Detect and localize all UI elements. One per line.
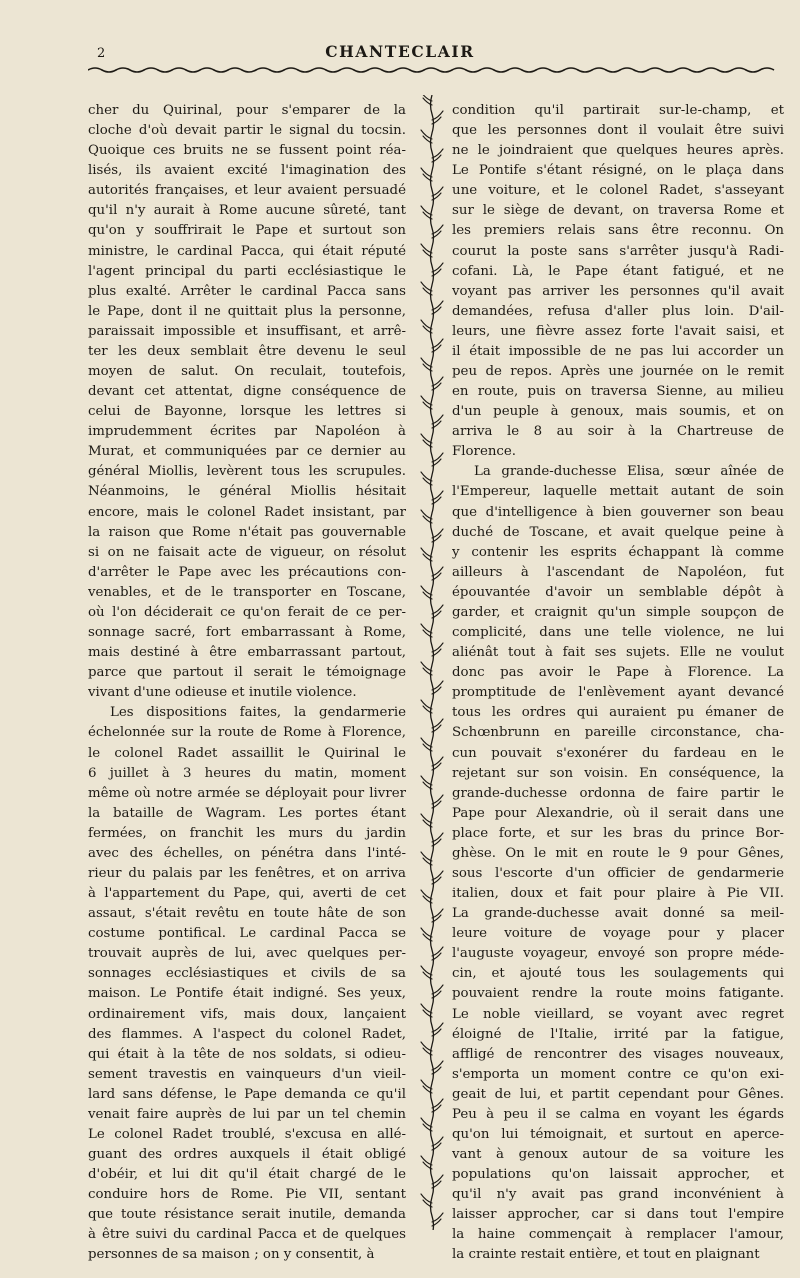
text-line: La grande-duchesse Elisa, sœur aînée de xyxy=(474,464,784,480)
text-line: à l'appartement du Pape, qui, averti de cet xyxy=(88,886,406,902)
text-line: geait de lui, et partit cependant pour Gênes. xyxy=(452,1086,784,1102)
text-line: l'Empereur, laquelle mettait autant de soin xyxy=(452,484,784,500)
text-line: 6 juillet à 3 heures du matin, moment xyxy=(88,765,406,781)
text-line: trouvait auprès de lui, avec quelques per- xyxy=(88,946,406,962)
text-line: avec des échelles, on pénétra dans l'inté- xyxy=(88,845,406,861)
text-line: grande-duchesse ordonna de faire partir le xyxy=(452,785,784,801)
text-line: cloche d'où devait partir le signal du tocsin. xyxy=(88,123,406,139)
text-line: ordinairement vifs, mais doux, lançaient xyxy=(88,1006,406,1022)
text-line: courut la poste sans s'arrêter jusqu'à Radi- xyxy=(452,243,784,259)
text-line: épouvantée d'avoir un semblable dépôt à xyxy=(452,584,784,600)
text-line: Pape pour Alexandrie, où il serait dans une xyxy=(452,805,784,821)
text-line: s'emporta un moment contre ce qu'on exi- xyxy=(452,1066,784,1082)
article-left-column xyxy=(88,101,406,1266)
text-line: une voiture, et le colonel Radet, s'asseyant xyxy=(452,183,784,199)
text-line: cin, et ajouté tous les soulagements qui xyxy=(452,966,784,982)
text-line: vant à genoux autour de sa voiture les xyxy=(452,1147,784,1163)
header-wavy-rule xyxy=(88,64,782,76)
text-line: vivant d'une odieuse et inutile violence. xyxy=(88,685,357,701)
text-line: personnes de sa maison ; on y consentit, à xyxy=(88,1247,375,1263)
text-line: la crainte restait entière, et tout en plaignant xyxy=(452,1247,760,1263)
text-line: il était impossible de ne pas lui accorder un xyxy=(452,343,784,359)
text-line: laisser approcher, car si dans tout l'empire xyxy=(452,1207,784,1223)
text-line: qu'on lui témoignait, et surtout en aperce- xyxy=(452,1126,784,1142)
text-line: Florence. xyxy=(452,444,517,460)
text-line: garder, et craignit qu'un simple soupçon de xyxy=(452,604,784,620)
text-line: la haine commençait à remplacer l'amour, xyxy=(452,1227,784,1243)
text-line: Peu à peu il se calma en voyant les égards xyxy=(452,1106,784,1122)
text-line: qu'il n'y avait pas grand inconvénient à xyxy=(452,1187,784,1203)
text-line: ne le joindraient que quelques heures après. xyxy=(452,143,784,159)
text-line: encore, mais le colonel Radet insistant, par xyxy=(88,504,406,520)
text-line: d'obéir, et lui dit qu'il était chargé de le xyxy=(88,1167,406,1183)
text-line: qui était à la tête de nos soldats, si odieu- xyxy=(88,1046,406,1062)
text-line: imprudemment écrites par Napoléon à xyxy=(88,424,406,440)
article-right-column xyxy=(452,101,784,1266)
text-line: même où notre armée se déployait pour livrer xyxy=(88,785,406,801)
text-line: ghèse. On le mit en route le 9 pour Gênes, xyxy=(452,845,784,861)
text-line: sement travestis en vainqueurs d'un vieil- xyxy=(88,1066,406,1082)
text-line: pouvaient rendre la route moins fatigante. xyxy=(452,986,784,1002)
text-line: tous les ordres qui auraient pu émaner de xyxy=(452,705,784,721)
text-line: que d'intelligence à bien gouverner son beau xyxy=(452,504,784,520)
text-line: ministre, le cardinal Pacca, qui était réputé xyxy=(88,243,406,259)
text-line: ter les deux semblait être devenu le seul xyxy=(88,343,406,359)
text-line: demandées, refusa d'aller plus loin. D'ail- xyxy=(452,303,784,319)
text-line: où l'on déciderait ce qu'on ferait de ce per- xyxy=(88,604,406,620)
text-line: éloigné de l'Italie, irrité par la fatigue, xyxy=(452,1026,784,1042)
text-line: aliénât tout à fait ses sujets. Elle ne voulut xyxy=(452,645,784,661)
text-line: La grande-duchesse avait donné sa meil- xyxy=(452,906,784,922)
text-line: Le colonel Radet troublé, s'excusa en allé- xyxy=(88,1126,406,1142)
text-line: d'arrêter le Pape avec les précautions con- xyxy=(88,564,406,580)
text-line: lard sans défense, le Pape demanda ce qu'il xyxy=(88,1086,406,1102)
text-line: costume pontifical. Le cardinal Pacca se xyxy=(88,926,406,942)
text-line: celui de Bayonne, lorsque les lettres si xyxy=(88,404,406,420)
text-line: Néanmoins, le général Miollis hésitait xyxy=(88,484,406,500)
text-line: Murat, et communiquées par ce dernier au xyxy=(88,444,406,460)
text-line: la bataille de Wagram. Les portes étant xyxy=(88,805,406,821)
text-line: d'un peuple à genoux, mais soumis, et on xyxy=(452,404,784,420)
text-line: assaut, s'était revêtu en toute hâte de son xyxy=(88,906,406,922)
text-line: plus exalté. Arrêter le cardinal Pacca sans xyxy=(88,283,406,299)
text-line: venait faire auprès de lui par un tel chemin xyxy=(88,1106,406,1122)
text-line: mais destiné à être embarrassant partout, xyxy=(88,645,406,661)
text-line: donc pas avoir le Pape à Florence. La xyxy=(452,665,784,681)
text-line: cher du Quirinal, pour s'emparer de la xyxy=(88,103,406,118)
text-line: Schœnbrunn en pareille circonstance, cha- xyxy=(452,725,784,741)
text-line: les premiers relais sans être reconnu. On xyxy=(452,223,784,239)
text-line: Quoique ces bruits ne se fussent point réa- xyxy=(88,143,406,159)
text-line: des flammes. A l'aspect du colonel Radet, xyxy=(88,1026,406,1042)
text-line: sonnages ecclésiastiques et civils de sa xyxy=(88,966,406,982)
text-line: sonnage sacré, fort embarrassant à Rome, xyxy=(88,625,406,641)
text-line: l'auguste voyageur, envoyé son propre méde- xyxy=(452,946,784,962)
text-line: leurs, une fièvre assez forte l'avait saisi, et xyxy=(452,323,784,339)
text-line: complicité, dans une telle violence, ne lui xyxy=(452,625,784,641)
text-line: sur le siège de devant, on traversa Rome et xyxy=(452,203,784,219)
text-line: à être suivi du cardinal Pacca et de quelques xyxy=(88,1227,406,1243)
text-line: italien, doux et fait pour plaire à Pie VII. xyxy=(452,886,784,902)
text-line: leure voiture de voyage pour y placer xyxy=(452,926,784,942)
text-line: la raison que Rome n'était pas gouvernable xyxy=(88,524,406,540)
text-line: venables, et de le transporter en Toscane, xyxy=(88,584,406,600)
text-line: peu de repos. Après une journée on le remit xyxy=(452,364,784,380)
text-line: lisés, ils avaient excité l'imagination des xyxy=(88,163,406,179)
text-line: ailleurs à l'ascendant de Napoléon, fut xyxy=(452,564,784,580)
text-line: y contenir les esprits échappant là comme xyxy=(452,544,784,560)
text-line: paraissait impossible et insuffisant, et arrê- xyxy=(88,323,406,339)
text-line: l'agent principal du parti ecclésiastique le xyxy=(88,263,406,279)
text-line: duché de Toscane, et avait quelque peine à xyxy=(452,524,784,540)
text-line: affligé de rencontrer des visages nouveaux, xyxy=(452,1046,784,1062)
text-line: fermées, on franchit les murs du jardin xyxy=(88,825,406,841)
text-line: qu'on y souffrirait le Pape et surtout son xyxy=(88,223,406,239)
text-line: cofani. Là, le Pape étant fatigué, et ne xyxy=(452,263,784,279)
ornamental-vine-divider xyxy=(419,95,445,1230)
text-line: rieur du palais par les fenêtres, et on arriva xyxy=(88,865,406,881)
text-line: voyant pas arriver les personnes qu'il avait xyxy=(452,283,784,299)
text-line: arriva le 8 au soir à la Chartreuse de xyxy=(452,424,784,440)
text-line: que toute résistance serait inutile, demanda xyxy=(88,1207,406,1223)
text-line: que les personnes dont il voulait être suivi xyxy=(452,123,784,139)
text-line: Le Pontife s'étant résigné, on le plaça dans xyxy=(452,163,784,179)
page-number: 2 xyxy=(97,46,106,61)
text-line: Le noble vieillard, se voyant avec regret xyxy=(452,1006,784,1022)
text-line: conduire hors de Rome. Pie VII, sentant xyxy=(88,1187,406,1203)
text-line: condition qu'il partirait sur-le-champ, et xyxy=(452,103,784,118)
text-line: devant cet attentat, digne conséquence de xyxy=(88,384,406,400)
text-line: échelonnée sur la route de Rome à Florence, xyxy=(88,725,406,741)
text-line: place forte, et sur les bras du prince Bor- xyxy=(452,825,784,841)
text-line: qu'il n'y aurait à Rome aucune sûreté, tant xyxy=(88,203,406,219)
text-line: moyen de salut. On reculait, toutefois, xyxy=(88,364,406,380)
text-line: général Miollis, levèrent tous les scrupules. xyxy=(88,464,406,480)
text-line: le colonel Radet assaillit le Quirinal le xyxy=(88,745,406,761)
text-line: rejetant sur son voisin. En conséquence, la xyxy=(452,765,784,781)
text-line: Les dispositions faites, la gendarmerie xyxy=(110,705,406,721)
text-line: en route, puis on traversa Sienne, au milieu xyxy=(452,384,784,400)
text-line: promptitude de l'enlèvement ayant devancé xyxy=(452,685,784,701)
text-line: parce que partout il serait le témoignage xyxy=(88,665,406,681)
text-line: si on ne faisait acte de vigueur, on résolut xyxy=(88,544,406,560)
text-line: maison. Le Pontife était indigné. Ses yeux, xyxy=(88,986,406,1002)
text-line: le Pape, dont il ne quittait plus la personne, xyxy=(88,303,406,319)
journal-title: CHANTECLAIR xyxy=(325,42,475,61)
text-line: autorités françaises, et leur avaient persuadé xyxy=(88,183,406,199)
text-line: guant des ordres auxquels il était obligé xyxy=(88,1147,406,1163)
text-line: cun pouvait s'exonérer du fardeau en le xyxy=(452,745,784,761)
text-line: populations qu'on laissait approcher, et xyxy=(452,1167,784,1183)
text-line: sous l'escorte d'un officier de gendarmerie xyxy=(452,865,784,881)
